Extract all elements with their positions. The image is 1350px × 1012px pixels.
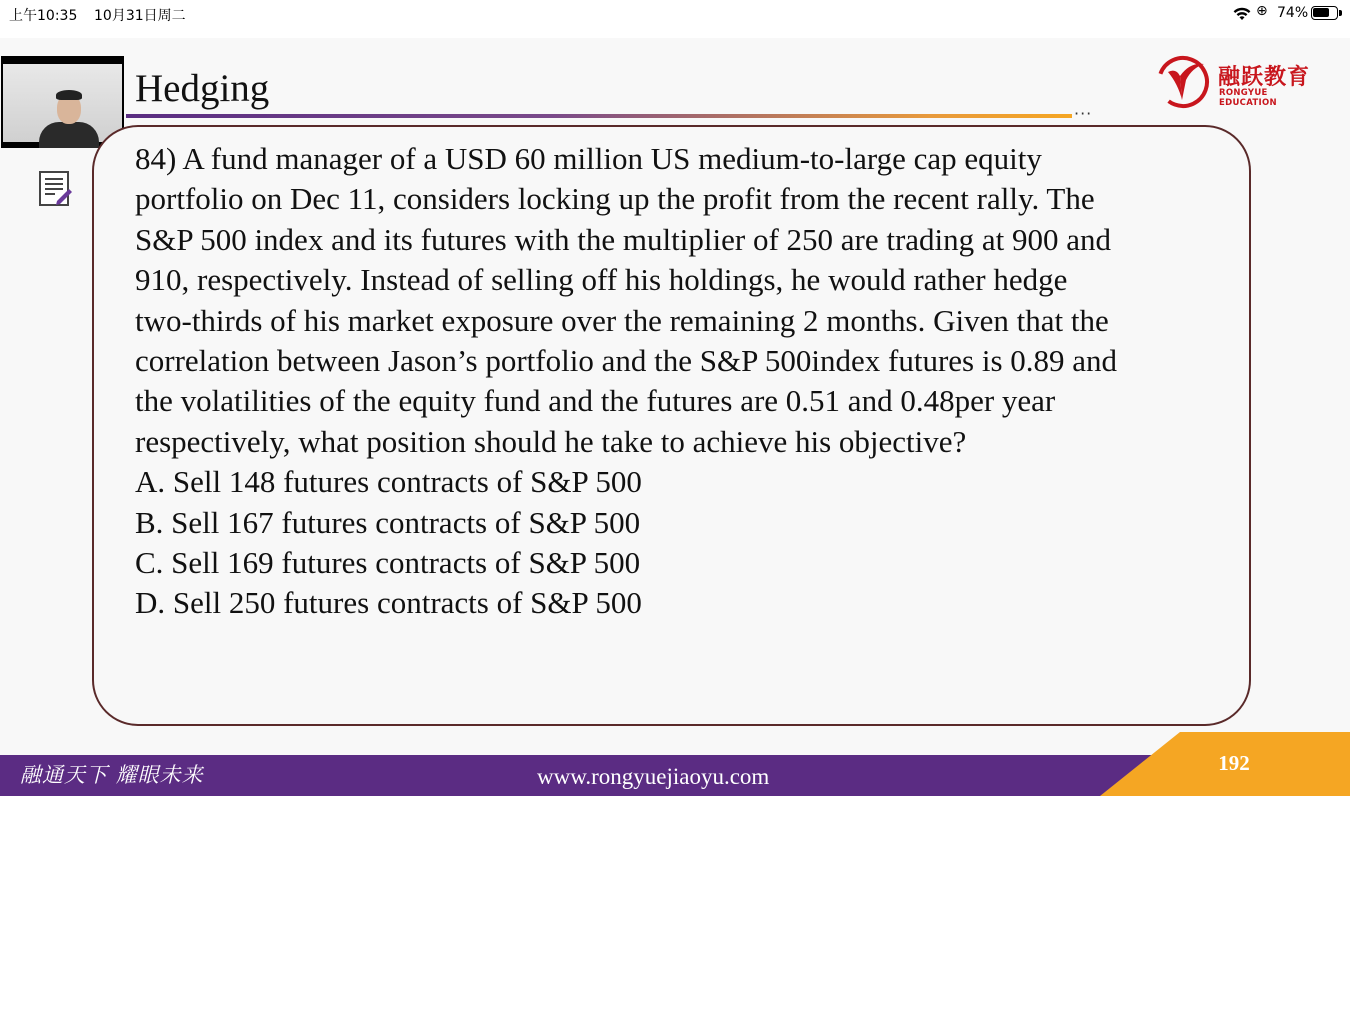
presenter-webcam[interactable]: [1, 56, 124, 148]
answer-option-b: B. Sell 167 futures contracts of S&P 500: [135, 504, 641, 540]
logo-english-text: RONGYUE EDUCATION: [1219, 88, 1277, 108]
question-line: 84) A fund manager of a USD 60 million US medium-to-large cap equity: [135, 141, 1042, 176]
status-date: 10月31日周二: [94, 8, 186, 24]
battery-icon: [1311, 6, 1338, 20]
rongyue-logo-icon: [1156, 54, 1212, 110]
status-bar: [0, 0, 1350, 28]
question-line: respectively, what position should he take to achieve his objective?: [135, 423, 967, 459]
more-icon: ···: [1074, 104, 1093, 123]
footer-url: www.rongyuejiaoyu.com: [537, 764, 770, 789]
question-text: [135, 139, 1235, 624]
logo-chinese-text: 融跃教育: [1218, 65, 1311, 90]
slide-title: Hedging: [135, 67, 270, 110]
presentation-slide: [0, 38, 1350, 796]
answer-option-d: D. Sell 250 futures contracts of S&P 500: [135, 585, 642, 621]
footer-slogan: 融通天下 耀眼未来: [20, 763, 204, 787]
orientation-lock-icon: ⊕: [1256, 3, 1268, 19]
question-line: the volatilities of the equity fund and the futures are 0.51 and 0.48per year: [135, 383, 1056, 419]
question-line: correlation between Jason’s portfolio and the S&P 500index futures is 0.89 and: [135, 343, 1118, 379]
answer-option-a: A. Sell 148 futures contracts of S&P 500: [135, 464, 642, 500]
status-time: 上午10:35: [9, 8, 78, 24]
question-line: S&P 500 index and its futures with the multiplier of 250 are trading at 900 and: [135, 221, 1112, 257]
wifi-icon: [1232, 4, 1252, 22]
answer-option-c: C. Sell 169 futures contracts of S&P 500: [135, 545, 641, 581]
question-line: 910, respectively. Instead of selling off his holdings, he would rather hedge: [135, 262, 1068, 298]
question-line: portfolio on Dec 11, considers locking up the profit from the recent rally. The: [135, 181, 1095, 217]
notes-edit-icon[interactable]: [38, 170, 74, 208]
brand-logo: [1156, 54, 1326, 110]
question-line: two-thirds of his market exposure over the remaining 2 months. Given that the: [135, 302, 1109, 338]
page-number: 192: [1218, 751, 1250, 775]
title-divider: [126, 114, 1072, 118]
battery-percent: 74%: [1277, 5, 1309, 21]
